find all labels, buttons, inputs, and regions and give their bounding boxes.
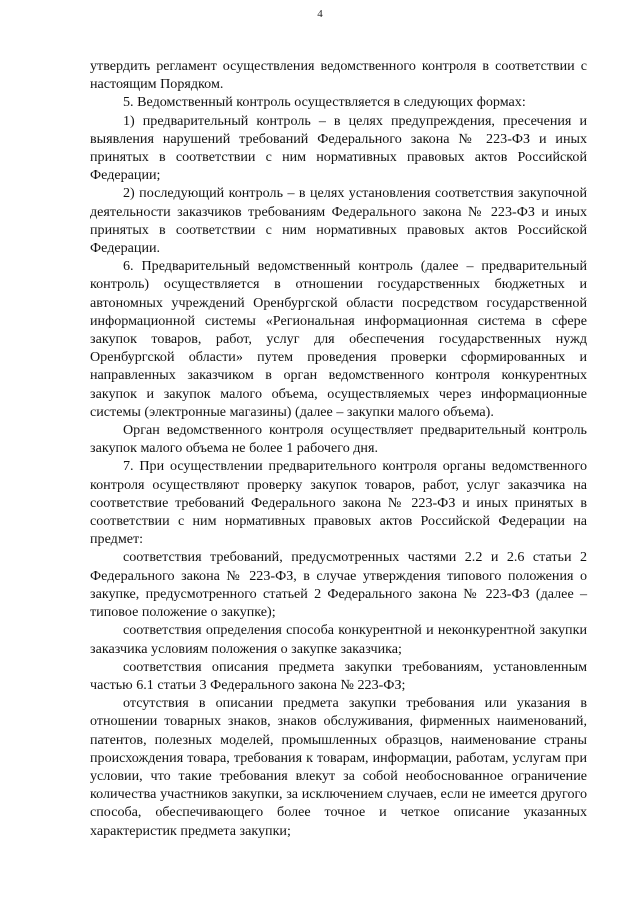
paragraph-item-7: 7. При осуществлении предварительного контроля органы ведомственного контроля осуществляют проверку закупок товаров, работ, услуг заказчика на соответствие требований Федерального закона № 223-ФЗ и иных принятых в соответствии с ним нормативных правовых актов Российской Федерации на предмет: <box>90 458 587 548</box>
paragraph-item-5-1: 1) предварительный контроль – в целях предупреждения, пресечения и выявления нарушений требований Федерального закона № 223-ФЗ и иных принятых в соответствии с ним нормативных правовых актов Российской Федерации; <box>90 112 587 184</box>
document-body <box>90 57 587 840</box>
paragraph-item-5-2: 2) последующий контроль – в целях установления соответствия закупочной деятельности заказчиков требованиям Федерального закона № 223-ФЗ и иных принятых в соответствии с ним нормативных правовых актов Российской Федерации. <box>90 185 587 257</box>
paragraph-item-6: 6. Предварительный ведомственный контроль (далее – предварительный контроль) осуществляется в отношении государственных бюджетных и автономных учреждений Оренбургской области посредством государственной информационной системы «Региональная информационная система в сфере закупок товаров, работ, услуг для обеспечения государственных нужд Оренбургской области» путем проведения проверки сформированных и направленных заказчиком в орган ведомственного контроля конкурентных закупок и закупок малого объема, осуществляемых через информационные системы (электронные магазины) (далее – закупки малого объема). <box>90 258 587 420</box>
page-number: 4 <box>317 8 323 20</box>
paragraph-item-7-c: соответствия описания предмета закупки требованиям, установленным частью 6.1 статьи 3 Федерального закона № 223-ФЗ; <box>90 658 587 693</box>
paragraph-item-7-a: соответствия требований, предусмотренных частями 2.2 и 2.6 статьи 2 Федерального закона № 223-ФЗ, в случае утверждения типового положения о закупке, предусмотренного статьей 2 Федерального закона № 223-ФЗ (далее – типовое положение о закупке); <box>90 549 587 621</box>
paragraph-item-7-d: отсутствия в описании предмета закупки требования или указания в отношении товарных знаков, знаков обслуживания, фирменных наименований, патентов, полезных моделей, промышленных образцов, наименование страны происхождения товара, требования к товарам, информации, работам, услугам при условии, что такие требования влекут за собой необоснованное ограничение количества участников закупки, за исключением случаев, если не имеется другого способа, обеспечивающего более точное и четкое описание указанных характеристик предмета закупки; <box>90 695 587 839</box>
paragraph-item-6-deadline: Орган ведомственного контроля осуществляет предварительный контроль закупок малого объема не более 1 рабочего дня. <box>90 422 587 457</box>
paragraph-item-7-b: соответствия определения способа конкурентной и неконкурентной закупки заказчика условиям положения о закупке заказчика; <box>90 622 587 657</box>
paragraph-intro-continuation: утвердить регламент осуществления ведомственного контроля в соответствии с настоящим Порядком. <box>90 58 587 93</box>
paragraph-item-5: 5. Ведомственный контроль осуществляется в следующих формах: <box>123 94 526 111</box>
